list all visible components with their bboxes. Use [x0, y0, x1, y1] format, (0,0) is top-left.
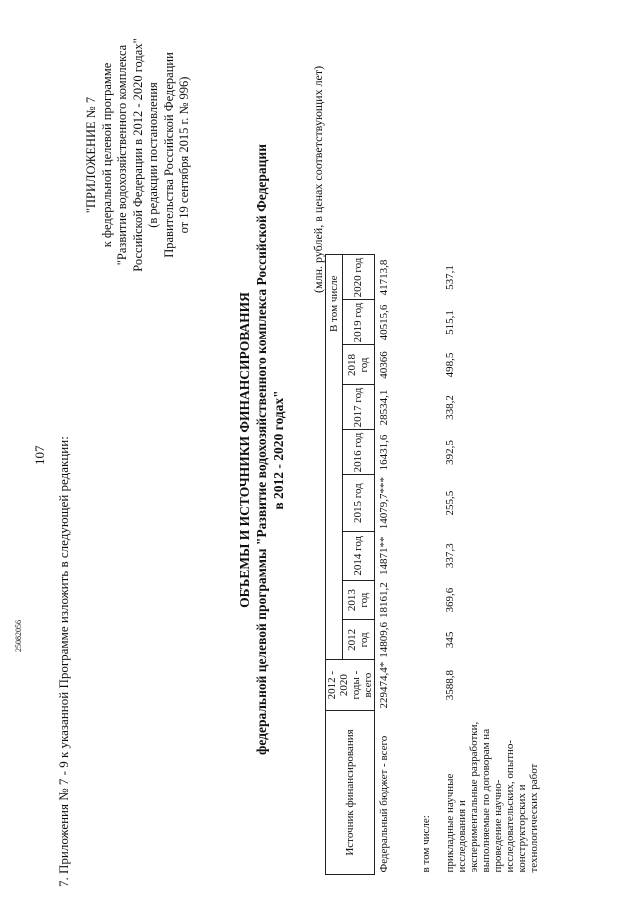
row-value	[417, 430, 441, 475]
row-label: в том числе:	[419, 815, 432, 873]
appendix-block	[84, 5, 193, 305]
appendix-line: "Развитие водохозяйственного комплекса	[115, 44, 129, 266]
header-year: 2019 год	[342, 300, 374, 345]
document-title	[236, 145, 287, 755]
document-id-text: 25082056	[14, 620, 23, 652]
row-value: 337,3	[443, 543, 456, 569]
row-value: 498,5	[443, 352, 456, 378]
row-value	[417, 345, 441, 385]
row-value	[417, 255, 441, 300]
row-value	[417, 620, 441, 660]
row-total	[417, 660, 441, 711]
title-line: федеральной целевой программы "Развитие водохозяйственного комплекса Российской Федерации	[254, 144, 269, 755]
header-year: 2020 год	[342, 255, 374, 300]
header-year: 2013 год	[342, 580, 374, 620]
header-year: 2017 год	[342, 385, 374, 430]
row-value: 18161,2	[378, 582, 390, 618]
row-value: 40366	[378, 351, 390, 379]
row-value: 369,6	[443, 587, 456, 613]
row-value: 392,5	[443, 440, 456, 465]
row-value: 515,1	[443, 310, 456, 335]
row-value	[417, 385, 441, 430]
header-year: 2015 год	[342, 475, 374, 531]
row-label: прикладные научные исследования и экспериментальные разработки, выполняемые по договорам на проведение научно-исследовательских, опытно-конструкторских и технологических работ	[443, 721, 540, 873]
appendix-line: (в редакции постановления	[146, 82, 160, 228]
title-line: в 2012 - 2020 годах"	[271, 390, 286, 510]
row-value: 41713,8	[378, 259, 390, 296]
page-number: 107	[32, 445, 47, 465]
row-value: 14079,7***	[378, 477, 390, 530]
appendix-line: Российской Федерации в 2012 - 2020 годах"	[130, 38, 145, 272]
row-value: 40515,6	[378, 304, 390, 341]
row-total: 229474,4*	[378, 661, 390, 709]
row-value	[417, 580, 441, 620]
appendix-line: Правительства Российской Федерации	[161, 52, 176, 258]
header-year: 2016 год	[342, 430, 374, 475]
header-year: 2012 год	[342, 620, 374, 660]
row-value: 537,1	[443, 265, 456, 290]
row-value: 14809,6	[378, 622, 390, 658]
row-total: 3588,8	[443, 670, 456, 701]
row-value: 338,2	[443, 395, 456, 420]
table-row	[375, 255, 417, 875]
table-row	[417, 255, 441, 875]
row-value: 345	[443, 631, 456, 649]
header-year: 2018 год	[342, 345, 374, 385]
header-including: В том числе	[326, 255, 343, 660]
row-value	[417, 300, 441, 345]
intro-text: 7. Приложения № 7 - 9 к указанной Программе изложить в следующей редакции:	[56, 436, 71, 887]
row-value: 16431,6	[378, 434, 390, 471]
appendix-line: от 19 сентября 2015 г. № 996)	[177, 76, 191, 234]
header-total: 2012 - 2020 годы - всего	[326, 660, 375, 711]
row-value	[417, 475, 441, 531]
row-label: Федеральный бюджет - всего	[378, 735, 390, 873]
table-row	[441, 255, 540, 875]
header-year: 2014 год	[342, 531, 374, 580]
title-line: ОБЪЕМЫ И ИСТОЧНИКИ ФИНАНСИРОВАНИЯ	[237, 292, 252, 608]
appendix-line: к федеральной целевой программе	[99, 62, 114, 248]
header-source: Источник финансирования	[326, 711, 375, 875]
row-value: 255,5	[443, 490, 456, 516]
row-value	[417, 531, 441, 580]
units-note: (млн. рублей, в ценах соответствующих лет)	[311, 65, 325, 293]
row-value: 14871**	[378, 536, 390, 575]
financing-table	[325, 255, 540, 876]
appendix-line: "ПРИЛОЖЕНИЕ № 7	[84, 96, 98, 214]
row-value: 28534,1	[378, 389, 390, 426]
